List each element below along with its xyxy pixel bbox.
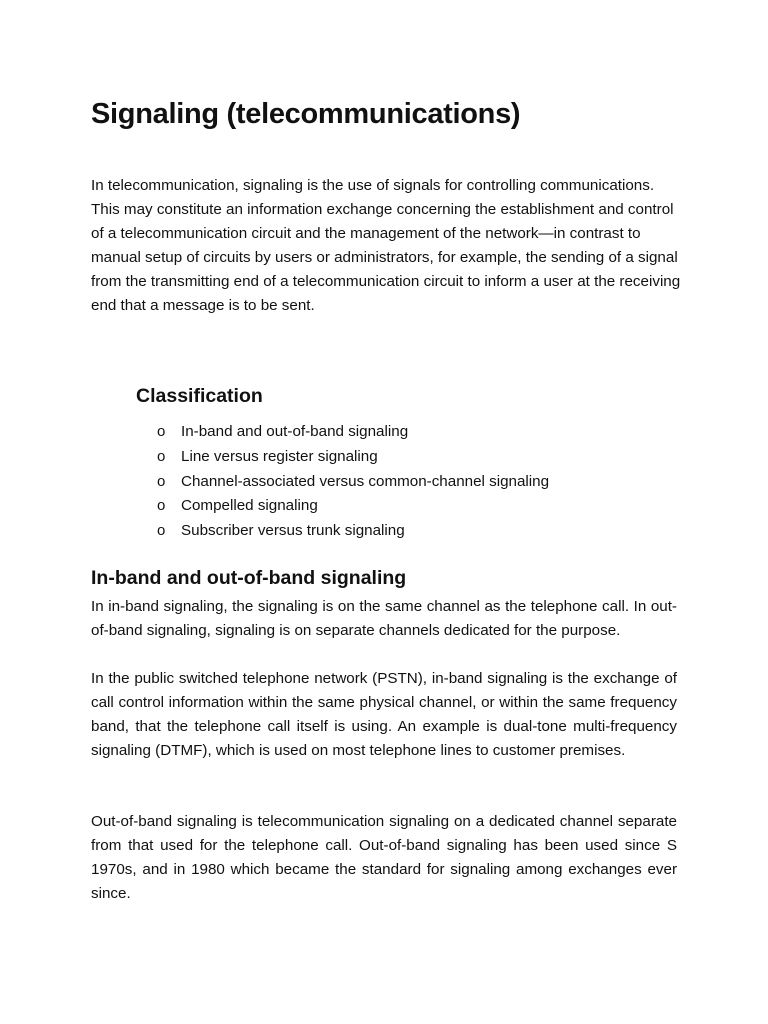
list-item xyxy=(157,519,677,544)
intro-paragraph: In telecommunication, signaling is the use of signals for controlling communications. This may constitute an information exchange concerning the establishment and control of a telecommunication circuit and the management of the network—in contrast to manual setup of circuits by users or administrators, for example, the sending of a signal from the transmitting end of a telecommunication circuit to inform a user at the receiving end that a message is to be sent. xyxy=(91,177,681,314)
classification-heading: Classification xyxy=(136,385,263,407)
list-item-text: In-band and out-of-band signaling xyxy=(181,423,409,440)
list-item xyxy=(157,494,677,519)
section-paragraph: In the public switched telephone network (PSTN), in-band signaling is the exchange of call control information within the same physical channel, or within the same frequency band, that the telephone call itself is using. An example is dual-tone multi-frequency signaling (DTMF), which is used on most telephone lines to customer premises. xyxy=(91,670,677,759)
bullet-circle-icon: o xyxy=(157,423,166,440)
bullet-circle-icon: o xyxy=(157,497,166,515)
list-item-text: Channel-associated versus common-channel signaling xyxy=(181,472,550,490)
list-item xyxy=(157,470,677,495)
bullet-circle-icon: o xyxy=(157,447,166,465)
bullet-circle-icon: o xyxy=(157,472,166,490)
list-item-text: Subscriber versus trunk signaling xyxy=(181,522,405,540)
classification-list xyxy=(157,420,677,544)
list-item xyxy=(157,445,677,470)
section-paragraph: In in-band signaling, the signaling is on the same channel as the telephone call. In out-of-band signaling, signaling is on separate channels dedicated for the purpose. xyxy=(91,598,677,639)
list-item-text: Compelled signaling xyxy=(181,497,318,515)
list-item-text: Line versus register signaling xyxy=(181,447,378,465)
section-heading: In-band and out-of-band signaling xyxy=(91,567,407,589)
list-item xyxy=(157,420,677,445)
page-title: Signaling (telecommunications) xyxy=(91,98,521,130)
bullet-circle-icon: o xyxy=(157,522,166,540)
section-paragraph: Out-of-band signaling is telecommunication signaling on a dedicated channel separate from that used for the telephone call. Out-of-band signaling has been used since S 1970s, and in 1980 which became the standard for signaling among exchanges ever since. xyxy=(91,813,677,902)
